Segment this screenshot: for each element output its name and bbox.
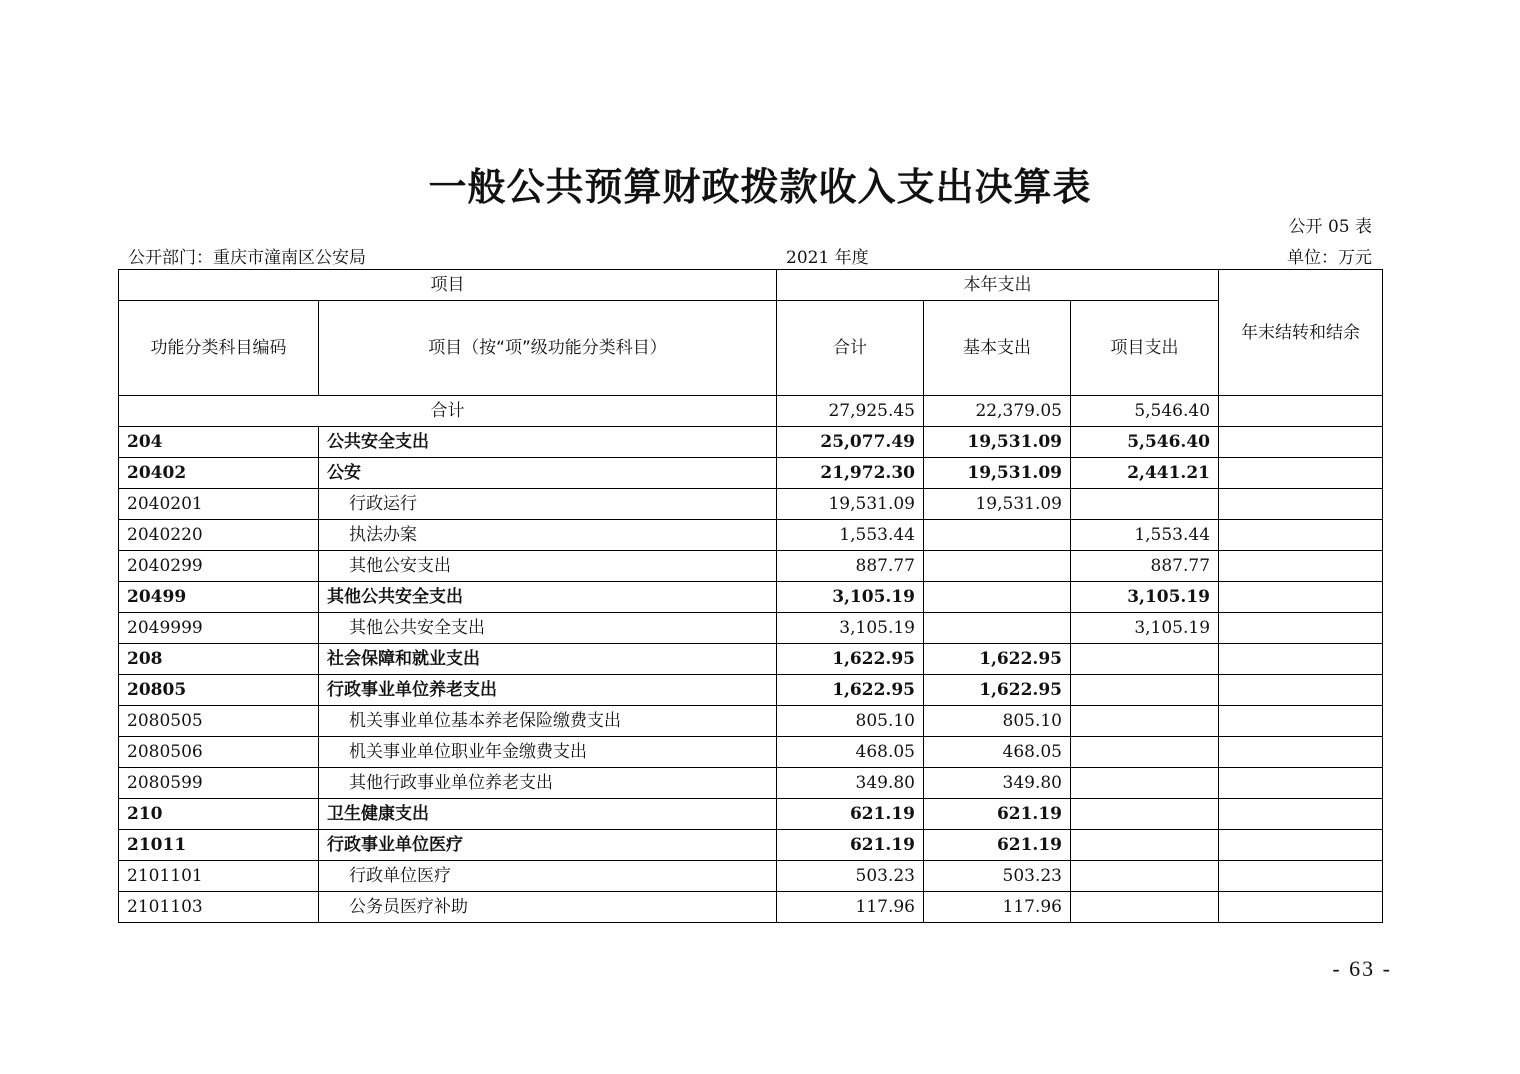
row-project: 3,105.19 — [1071, 582, 1219, 613]
row-project: 887.77 — [1071, 551, 1219, 582]
row-project: 1,553.44 — [1071, 520, 1219, 551]
header-balance: 年末结转和结余 — [1219, 270, 1383, 396]
row-name: 公共安全支出 — [319, 427, 777, 458]
total-label: 合计 — [119, 396, 777, 427]
table-row — [119, 830, 1383, 861]
row-project — [1071, 737, 1219, 768]
row-code: 2040299 — [119, 551, 319, 582]
table-row — [119, 737, 1383, 768]
table-row — [119, 489, 1383, 520]
row-name: 行政事业单位医疗 — [319, 830, 777, 861]
table-row — [119, 799, 1383, 830]
row-code: 204 — [119, 427, 319, 458]
row-total: 1,622.95 — [777, 644, 924, 675]
table-row — [119, 675, 1383, 706]
form-code: 公开 05 表 — [1288, 217, 1372, 237]
row-total: 503.23 — [777, 861, 924, 892]
row-name: 公安 — [319, 458, 777, 489]
table-body — [119, 396, 1383, 923]
page-number: - 63 - — [1332, 956, 1392, 981]
row-name: 行政事业单位养老支出 — [319, 675, 777, 706]
row-name: 机关事业单位基本养老保险缴费支出 — [319, 706, 777, 737]
row-basic: 349.80 — [924, 768, 1071, 799]
row-balance — [1219, 892, 1383, 923]
table-row — [119, 551, 1383, 582]
row-name: 公务员医疗补助 — [319, 892, 777, 923]
row-balance — [1219, 582, 1383, 613]
row-project — [1071, 892, 1219, 923]
header-project: 项目支出 — [1071, 301, 1219, 396]
department-label: 公开部门：重庆市潼南区公安局 — [128, 248, 366, 268]
table-row — [119, 582, 1383, 613]
table-row — [119, 427, 1383, 458]
header-code: 功能分类科目编码 — [119, 301, 319, 396]
row-code: 2080506 — [119, 737, 319, 768]
row-total: 25,077.49 — [777, 427, 924, 458]
row-project — [1071, 489, 1219, 520]
row-balance — [1219, 613, 1383, 644]
row-code: 2080505 — [119, 706, 319, 737]
row-total: 21,972.30 — [777, 458, 924, 489]
row-code: 2101101 — [119, 861, 319, 892]
row-name: 社会保障和就业支出 — [319, 644, 777, 675]
row-total: 887.77 — [777, 551, 924, 582]
row-code: 2049999 — [119, 613, 319, 644]
row-basic: 19,531.09 — [924, 458, 1071, 489]
header-item: 项目（按“项”级功能分类科目） — [319, 301, 777, 396]
row-balance — [1219, 644, 1383, 675]
row-basic: 19,531.09 — [924, 427, 1071, 458]
row-total: 468.05 — [777, 737, 924, 768]
row-total: 3,105.19 — [777, 613, 924, 644]
row-total: 621.19 — [777, 830, 924, 861]
row-project — [1071, 768, 1219, 799]
row-balance — [1219, 830, 1383, 861]
row-basic: 503.23 — [924, 861, 1071, 892]
row-total: 1,622.95 — [777, 675, 924, 706]
row-basic: 621.19 — [924, 830, 1071, 861]
row-balance — [1219, 551, 1383, 582]
row-name: 机关事业单位职业年金缴费支出 — [319, 737, 777, 768]
row-basic: 117.96 — [924, 892, 1071, 923]
row-total: 805.10 — [777, 706, 924, 737]
row-name: 执法办案 — [319, 520, 777, 551]
row-code: 20402 — [119, 458, 319, 489]
row-balance — [1219, 520, 1383, 551]
row-project: 2,441.21 — [1071, 458, 1219, 489]
row-basic — [924, 613, 1071, 644]
total-total: 27,925.45 — [777, 396, 924, 427]
total-balance — [1219, 396, 1383, 427]
row-name: 其他公共安全支出 — [319, 613, 777, 644]
row-balance — [1219, 427, 1383, 458]
row-balance — [1219, 737, 1383, 768]
row-total: 1,553.44 — [777, 520, 924, 551]
row-project: 5,546.40 — [1071, 427, 1219, 458]
budget-table — [118, 269, 1383, 923]
row-code: 20499 — [119, 582, 319, 613]
table-row — [119, 458, 1383, 489]
row-balance — [1219, 458, 1383, 489]
row-project — [1071, 706, 1219, 737]
row-project — [1071, 675, 1219, 706]
row-name: 其他公安支出 — [319, 551, 777, 582]
row-code: 20805 — [119, 675, 319, 706]
table-row — [119, 613, 1383, 644]
row-code: 208 — [119, 644, 319, 675]
row-balance — [1219, 861, 1383, 892]
row-total: 349.80 — [777, 768, 924, 799]
row-basic — [924, 582, 1071, 613]
row-balance — [1219, 675, 1383, 706]
row-basic: 805.10 — [924, 706, 1071, 737]
row-balance — [1219, 489, 1383, 520]
row-basic: 468.05 — [924, 737, 1071, 768]
row-total: 621.19 — [777, 799, 924, 830]
table-row — [119, 706, 1383, 737]
total-project: 5,546.40 — [1071, 396, 1219, 427]
row-project — [1071, 830, 1219, 861]
table-row — [119, 861, 1383, 892]
row-basic: 621.19 — [924, 799, 1071, 830]
row-name: 行政运行 — [319, 489, 777, 520]
header-current-year-group: 本年支出 — [777, 270, 1219, 301]
row-total: 3,105.19 — [777, 582, 924, 613]
row-code: 2040201 — [119, 489, 319, 520]
page-title: 一般公共预算财政拨款收入支出决算表 — [428, 164, 1092, 209]
row-name: 其他行政事业单位养老支出 — [319, 768, 777, 799]
row-name: 行政单位医疗 — [319, 861, 777, 892]
row-basic — [924, 551, 1071, 582]
unit-label: 单位：万元 — [1287, 248, 1372, 268]
row-basic — [924, 520, 1071, 551]
row-code: 2101103 — [119, 892, 319, 923]
total-basic: 22,379.05 — [924, 396, 1071, 427]
total-row — [119, 396, 1383, 427]
row-project — [1071, 644, 1219, 675]
row-project — [1071, 799, 1219, 830]
row-balance — [1219, 768, 1383, 799]
row-name: 其他公共安全支出 — [319, 582, 777, 613]
header-item-group: 项目 — [119, 270, 777, 301]
header-total: 合计 — [777, 301, 924, 396]
row-basic: 1,622.95 — [924, 644, 1071, 675]
fiscal-year-label: 2021 年度 — [786, 248, 869, 268]
table-row — [119, 892, 1383, 923]
row-code: 2080599 — [119, 768, 319, 799]
row-total: 117.96 — [777, 892, 924, 923]
row-balance — [1219, 706, 1383, 737]
row-project: 3,105.19 — [1071, 613, 1219, 644]
table-row — [119, 768, 1383, 799]
row-project — [1071, 861, 1219, 892]
row-name: 卫生健康支出 — [319, 799, 777, 830]
row-basic: 1,622.95 — [924, 675, 1071, 706]
row-code: 2040220 — [119, 520, 319, 551]
row-code: 21011 — [119, 830, 319, 861]
table-row — [119, 520, 1383, 551]
table-row — [119, 644, 1383, 675]
header-basic: 基本支出 — [924, 301, 1071, 396]
row-code: 210 — [119, 799, 319, 830]
row-balance — [1219, 799, 1383, 830]
row-basic: 19,531.09 — [924, 489, 1071, 520]
row-total: 19,531.09 — [777, 489, 924, 520]
